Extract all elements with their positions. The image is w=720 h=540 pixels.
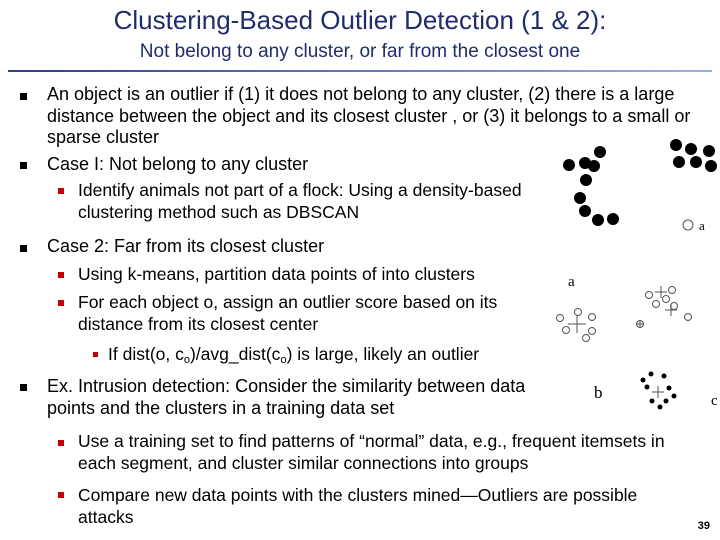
bullet-case-2-dist-ratio bbox=[108, 344, 548, 372]
outlier-label-b: b bbox=[594, 383, 603, 402]
cluster-point bbox=[579, 205, 591, 217]
sub-bullet-marker bbox=[58, 492, 64, 498]
cluster-point bbox=[574, 192, 586, 204]
cluster-point bbox=[575, 309, 582, 316]
bullet-marker bbox=[20, 245, 27, 252]
title-divider bbox=[8, 70, 712, 72]
cluster-point bbox=[650, 399, 655, 404]
cluster-point bbox=[672, 394, 677, 399]
cluster-point bbox=[673, 156, 685, 168]
dbscan-figure bbox=[555, 135, 720, 245]
cluster-point bbox=[662, 374, 667, 379]
bullet-compare-points: Compare new data points with the clusters mined—Outliers are possible attacks bbox=[78, 485, 638, 527]
bullet-case-2-kmeans: Using k-means, partition data points of into clusters bbox=[78, 264, 475, 284]
cluster-point bbox=[588, 160, 600, 172]
cluster-point bbox=[589, 328, 596, 335]
cluster-point bbox=[705, 160, 717, 172]
bullet-outlier-definition: An object is an outlier if (1) it does not belong to any cluster, (2) there is a large distance between the object and its closest cluster , or (3) it belongs to a small or sparse cluster bbox=[47, 84, 691, 147]
cluster-point bbox=[658, 405, 663, 410]
slide-subtitle: Not belong to any cluster, or far from the closest one bbox=[139, 41, 581, 62]
outlier-label-a: a bbox=[568, 274, 575, 290]
bullet-case-1: Case I: Not belong to any cluster bbox=[47, 154, 309, 174]
bullet-case-2-outlier-score: For each object o, assign an outlier score based on its distance from its closest center bbox=[78, 292, 498, 334]
cluster-point bbox=[645, 385, 650, 390]
cluster-point bbox=[703, 145, 715, 157]
cluster-point bbox=[653, 301, 660, 308]
page-number: 39 bbox=[697, 520, 710, 532]
bullet-marker bbox=[20, 384, 27, 391]
cluster-point bbox=[580, 174, 592, 186]
cluster-point bbox=[685, 314, 692, 321]
cluster-point bbox=[594, 146, 606, 158]
cluster-point bbox=[563, 327, 570, 334]
outlier-point bbox=[683, 220, 693, 230]
bullet-case-2: Case 2: Far from its closest cluster bbox=[47, 236, 325, 256]
cluster-point bbox=[641, 378, 646, 383]
kmeans-figure bbox=[548, 262, 720, 412]
cluster-point bbox=[563, 159, 575, 171]
cluster-point bbox=[670, 139, 682, 151]
cluster-point bbox=[649, 372, 654, 377]
bullet-training-set: Use a training set to find patterns of “normal” data, e.g., frequent itemsets in each segment, and cluster similar connections into groups bbox=[78, 431, 665, 473]
cluster-point bbox=[664, 399, 669, 404]
sub-bullet-marker bbox=[58, 188, 64, 194]
cluster-point bbox=[685, 143, 697, 155]
sub-bullet-marker bbox=[58, 440, 64, 446]
dist-ratio-text-2: )/avg_dist(c bbox=[189, 344, 281, 364]
sub-sub-bullet-marker bbox=[93, 352, 98, 357]
cluster-point bbox=[671, 303, 678, 310]
cluster-point bbox=[607, 213, 619, 225]
cluster-point bbox=[667, 386, 672, 391]
cluster-point bbox=[557, 315, 564, 322]
sub-bullet-marker bbox=[58, 300, 64, 306]
cluster-point bbox=[583, 335, 590, 342]
bullet-intrusion-detection: Ex. Intrusion detection: Consider the similarity between data points and the clusters in a training data set bbox=[47, 376, 526, 418]
bullet-marker bbox=[20, 162, 27, 169]
dist-ratio-subscript-1: o bbox=[183, 354, 190, 366]
outlier-label: a bbox=[699, 218, 705, 233]
dist-ratio-text-3: ) is large, likely an outlier bbox=[286, 344, 480, 364]
cluster-point bbox=[663, 296, 670, 303]
cluster-point bbox=[589, 314, 596, 321]
cluster-point bbox=[646, 292, 653, 299]
cluster-point bbox=[669, 287, 676, 294]
sub-bullet-marker bbox=[58, 272, 64, 278]
dist-ratio-text-1: If dist(o, c bbox=[108, 344, 184, 364]
slide-title: Clustering-Based Outlier Detection (1 & 2): bbox=[113, 5, 607, 35]
cluster-point bbox=[592, 214, 604, 226]
outlier-label-c: c bbox=[711, 393, 718, 409]
dist-ratio-subscript-2: o bbox=[280, 354, 287, 366]
bullet-case-1-dbscan: Identify animals not part of a flock: Using a density-based clustering method such as DBSCAN bbox=[78, 180, 522, 222]
cluster-point bbox=[690, 156, 702, 168]
bullet-marker bbox=[20, 93, 27, 100]
